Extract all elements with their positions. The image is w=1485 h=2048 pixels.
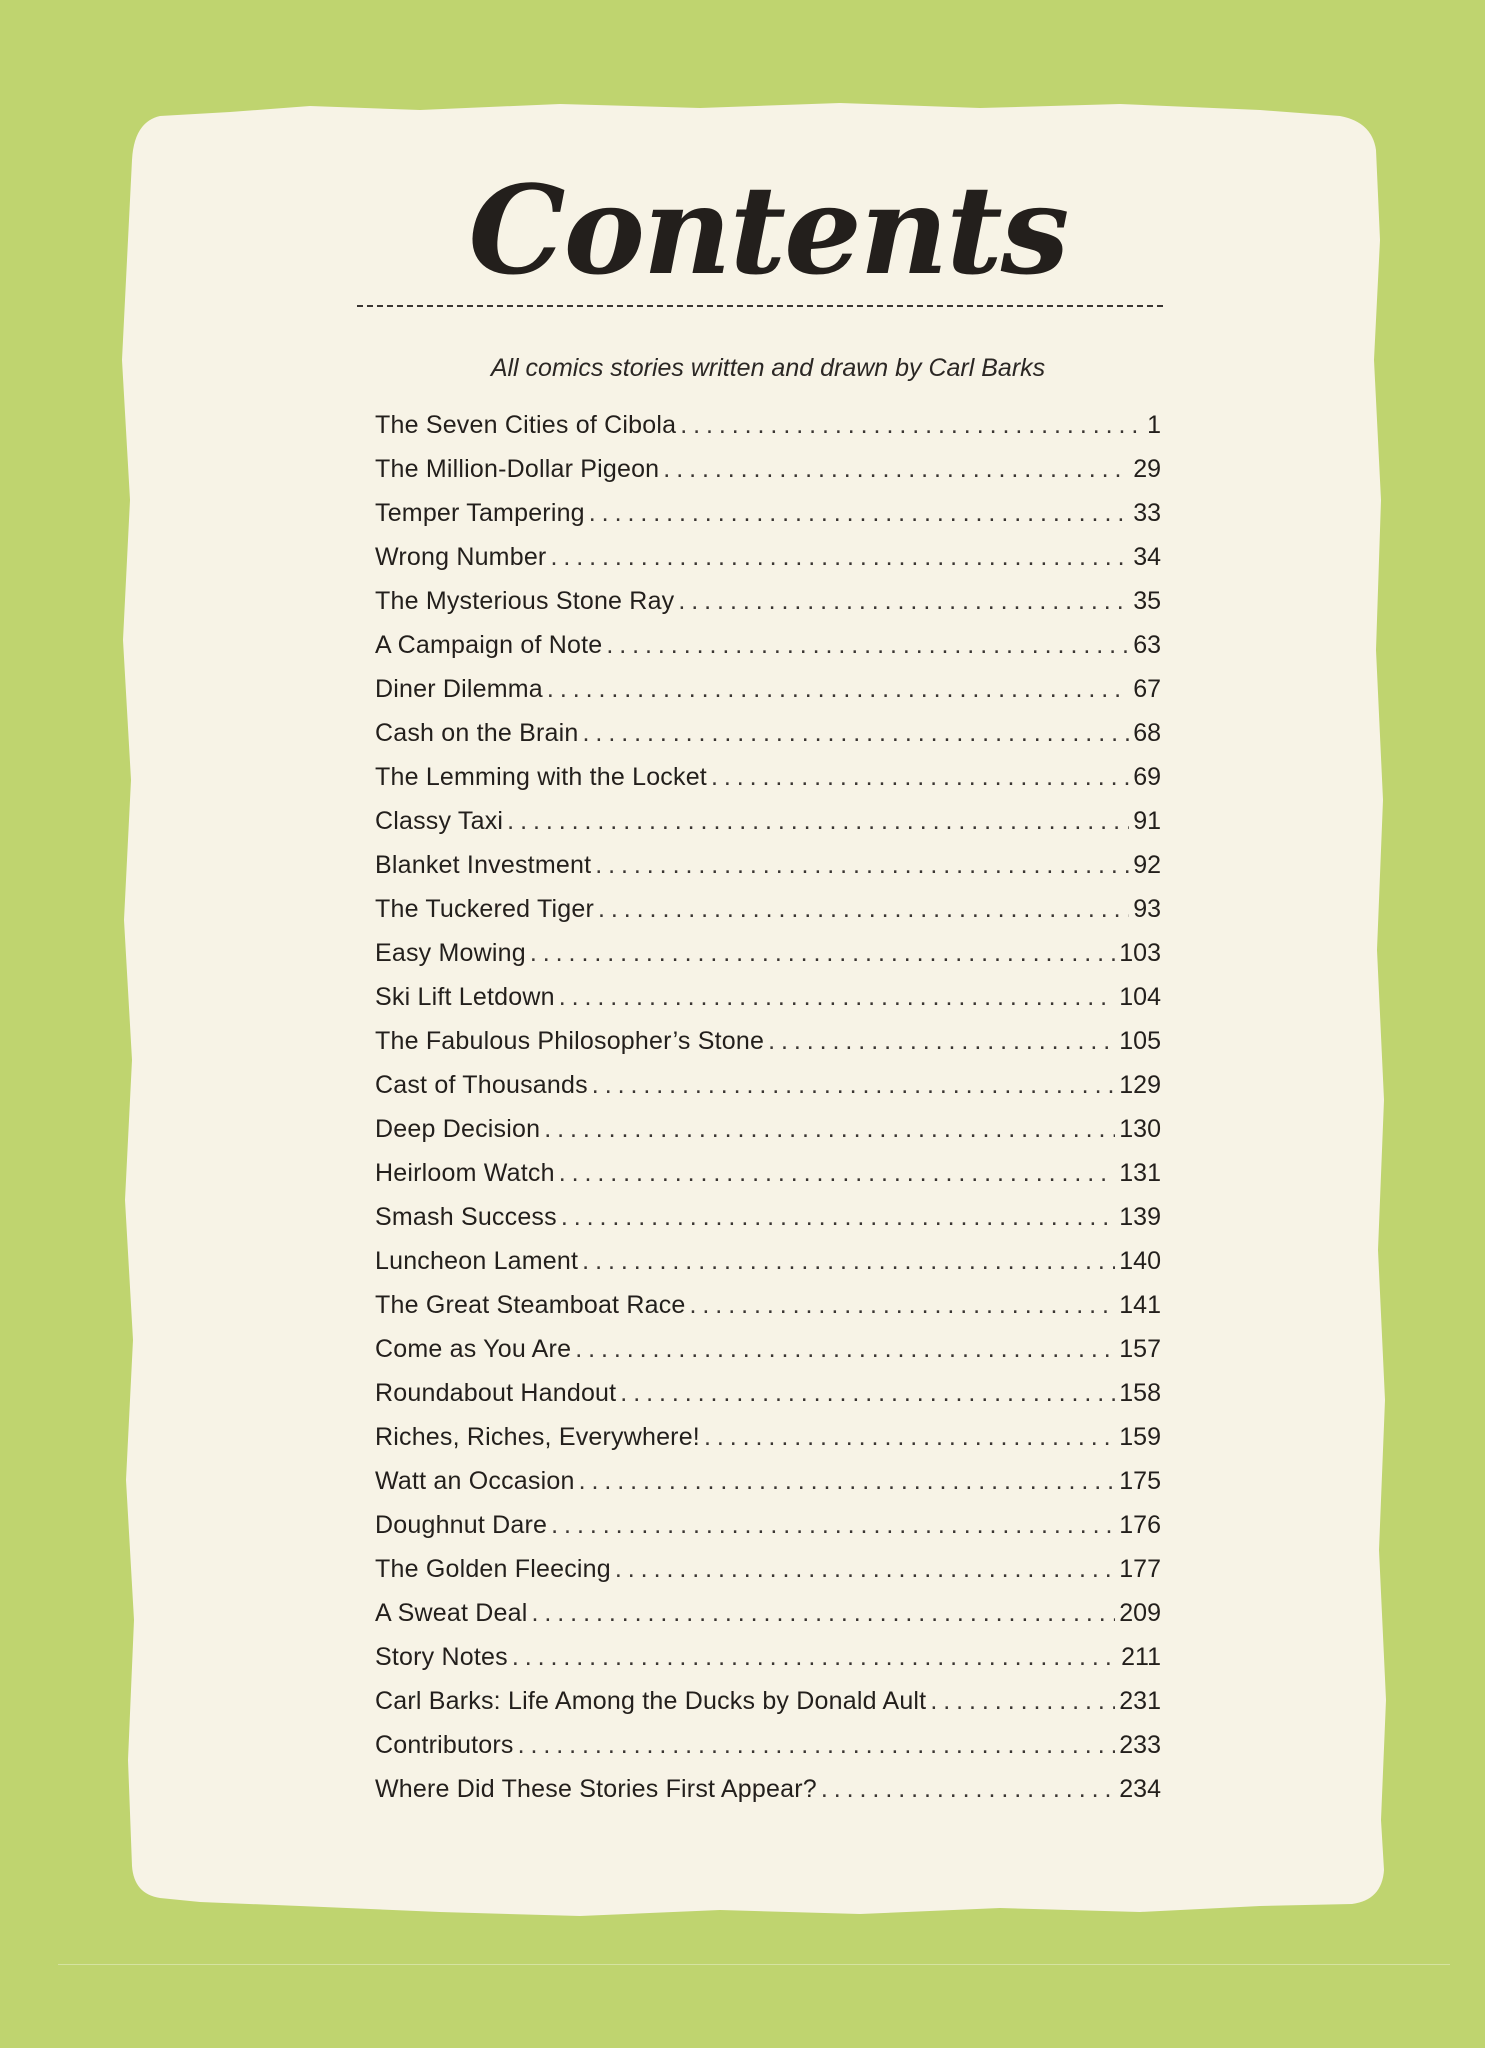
toc-entry[interactable] bbox=[375, 1503, 1161, 1547]
dot-leader bbox=[579, 1459, 1116, 1503]
toc-entry[interactable] bbox=[375, 799, 1161, 843]
toc-entry-page-number: 68 bbox=[1133, 719, 1161, 747]
dot-leader bbox=[518, 1723, 1116, 1767]
page-title: Contents bbox=[468, 158, 1068, 302]
toc-entry[interactable] bbox=[375, 1591, 1161, 1635]
toc-entry-page-number: 69 bbox=[1133, 763, 1161, 791]
dot-leader bbox=[561, 1195, 1115, 1239]
toc-entry-title: The Fabulous Philosopher’s Stone bbox=[375, 1027, 765, 1055]
toc-entry[interactable] bbox=[375, 711, 1161, 755]
toc-entry-title: A Campaign of Note bbox=[375, 631, 603, 659]
dot-leader bbox=[768, 1019, 1115, 1063]
toc-entry-page-number: 140 bbox=[1119, 1247, 1161, 1275]
dot-leader bbox=[620, 1371, 1115, 1415]
toc-entry-title: The Tuckered Tiger bbox=[375, 895, 594, 923]
dot-leader bbox=[930, 1679, 1115, 1723]
toc-entry-title: Carl Barks: Life Among the Ducks by Donald Ault bbox=[375, 1687, 927, 1715]
toc-list bbox=[375, 403, 1161, 1811]
subtitle: All comics stories written and drawn by Carl Barks bbox=[490, 354, 1046, 382]
toc-entry[interactable] bbox=[375, 1767, 1161, 1811]
toc-entry[interactable] bbox=[375, 491, 1161, 535]
toc-entry-page-number: 233 bbox=[1119, 1731, 1161, 1759]
toc-entry-title: The Great Steamboat Race bbox=[375, 1291, 686, 1319]
toc-entry[interactable] bbox=[375, 1239, 1161, 1283]
toc-entry[interactable] bbox=[375, 1107, 1161, 1151]
toc-entry-title: Easy Mowing bbox=[375, 939, 526, 967]
dot-leader bbox=[663, 447, 1129, 491]
toc-entry[interactable] bbox=[375, 1547, 1161, 1591]
toc-entry-page-number: 104 bbox=[1119, 983, 1161, 1011]
toc-entry-title: Where Did These Stories First Appear? bbox=[375, 1775, 817, 1803]
dot-leader bbox=[678, 579, 1129, 623]
toc-entry-page-number: 131 bbox=[1119, 1159, 1161, 1187]
dot-leader bbox=[592, 1063, 1115, 1107]
toc-entry-page-number: 175 bbox=[1119, 1467, 1161, 1495]
toc-entry-page-number: 211 bbox=[1121, 1643, 1161, 1671]
toc-entry-page-number: 141 bbox=[1119, 1291, 1161, 1319]
toc-entry[interactable] bbox=[375, 535, 1161, 579]
dot-leader bbox=[821, 1767, 1115, 1811]
toc-entry-page-number: 63 bbox=[1133, 631, 1161, 659]
toc-entry[interactable] bbox=[375, 1723, 1161, 1767]
dot-leader bbox=[704, 1415, 1115, 1459]
dot-leader bbox=[606, 623, 1129, 667]
toc-entry[interactable] bbox=[375, 755, 1161, 799]
toc-entry-title: Riches, Riches, Everywhere! bbox=[375, 1423, 700, 1451]
dashed-divider bbox=[357, 305, 1163, 307]
toc-entry[interactable] bbox=[375, 579, 1161, 623]
toc-entry-page-number: 91 bbox=[1133, 807, 1161, 835]
toc-entry-title: Deep Decision bbox=[375, 1115, 541, 1143]
dot-leader bbox=[582, 1239, 1115, 1283]
toc-entry-title: Blanket Investment bbox=[375, 851, 592, 879]
dot-leader bbox=[559, 975, 1116, 1019]
toc-entry-page-number: 105 bbox=[1119, 1027, 1161, 1055]
toc-entry[interactable] bbox=[375, 1151, 1161, 1195]
toc-entry[interactable] bbox=[375, 843, 1161, 887]
dot-leader bbox=[680, 403, 1143, 447]
dot-leader bbox=[575, 1327, 1115, 1371]
dot-leader bbox=[507, 799, 1129, 843]
toc-entry-title: A Sweat Deal bbox=[375, 1599, 528, 1627]
toc-entry[interactable] bbox=[375, 1635, 1161, 1679]
toc-entry-title: Luncheon Lament bbox=[375, 1247, 579, 1275]
toc-entry-title: Story Notes bbox=[375, 1643, 508, 1671]
dot-leader bbox=[598, 887, 1129, 931]
toc-entry-title: Cast of Thousands bbox=[375, 1071, 588, 1099]
toc-entry-page-number: 159 bbox=[1119, 1423, 1161, 1451]
toc-entry-title: Diner Dilemma bbox=[375, 675, 543, 703]
toc-entry-title: The Seven Cities of Cibola bbox=[375, 411, 677, 439]
toc-entry-page-number: 33 bbox=[1133, 499, 1161, 527]
toc-entry-page-number: 176 bbox=[1119, 1511, 1161, 1539]
dot-leader bbox=[559, 1151, 1116, 1195]
toc-entry-title: Contributors bbox=[375, 1731, 514, 1759]
toc-entry-page-number: 67 bbox=[1133, 675, 1161, 703]
toc-entry[interactable] bbox=[375, 1371, 1161, 1415]
toc-entry-page-number: 234 bbox=[1119, 1775, 1161, 1803]
toc-entry-page-number: 130 bbox=[1119, 1115, 1161, 1143]
toc-entry[interactable] bbox=[375, 1195, 1161, 1239]
dot-leader bbox=[595, 843, 1129, 887]
toc-entry-title: Heirloom Watch bbox=[375, 1159, 555, 1187]
toc-entry-title: The Golden Fleecing bbox=[375, 1555, 611, 1583]
toc-entry-title: Doughnut Dare bbox=[375, 1511, 548, 1539]
toc-entry-page-number: 209 bbox=[1119, 1599, 1161, 1627]
dot-leader bbox=[547, 667, 1129, 711]
footer-rule bbox=[58, 1964, 1450, 1965]
toc-entry[interactable] bbox=[375, 975, 1161, 1019]
toc-entry-page-number: 92 bbox=[1133, 851, 1161, 879]
toc-entry[interactable] bbox=[375, 1327, 1161, 1371]
toc-entry-page-number: 93 bbox=[1133, 895, 1161, 923]
toc-entry-title: The Lemming with the Locket bbox=[375, 763, 707, 791]
toc-entry-page-number: 177 bbox=[1119, 1555, 1161, 1583]
dot-leader bbox=[589, 491, 1129, 535]
toc-entry-title: The Million-Dollar Pigeon bbox=[375, 455, 660, 483]
dot-leader bbox=[550, 535, 1129, 579]
toc-entry-page-number: 158 bbox=[1119, 1379, 1161, 1407]
toc-entry-title: Temper Tampering bbox=[375, 499, 585, 527]
toc-entry[interactable] bbox=[375, 667, 1161, 711]
toc-entry-page-number: 29 bbox=[1133, 455, 1161, 483]
dot-leader bbox=[544, 1107, 1115, 1151]
toc-entry-page-number: 1 bbox=[1147, 411, 1161, 439]
toc-entry-page-number: 139 bbox=[1119, 1203, 1161, 1231]
toc-entry[interactable] bbox=[375, 931, 1161, 975]
toc-entry[interactable] bbox=[375, 1415, 1161, 1459]
toc-entry[interactable] bbox=[375, 887, 1161, 931]
toc-entry-title: Smash Success bbox=[375, 1203, 557, 1231]
toc-entry[interactable] bbox=[375, 403, 1161, 447]
dot-leader bbox=[583, 711, 1130, 755]
toc-entry[interactable] bbox=[375, 623, 1161, 667]
toc-entry-title: Wrong Number bbox=[375, 543, 547, 571]
dot-leader bbox=[532, 1591, 1116, 1635]
toc-entry-page-number: 157 bbox=[1119, 1335, 1161, 1363]
toc-entry-page-number: 129 bbox=[1119, 1071, 1161, 1099]
toc-entry[interactable] bbox=[375, 1679, 1161, 1723]
toc-entry-page-number: 231 bbox=[1119, 1687, 1161, 1715]
dot-leader bbox=[711, 755, 1129, 799]
toc-entry-title: Cash on the Brain bbox=[375, 719, 579, 747]
toc-entry-page-number: 103 bbox=[1119, 939, 1161, 967]
dot-leader bbox=[551, 1503, 1115, 1547]
toc-entry[interactable] bbox=[375, 1459, 1161, 1503]
toc-entry-page-number: 34 bbox=[1133, 543, 1161, 571]
dot-leader bbox=[690, 1283, 1116, 1327]
toc-entry[interactable] bbox=[375, 1019, 1161, 1063]
toc-entry[interactable] bbox=[375, 1283, 1161, 1327]
toc-entry[interactable] bbox=[375, 1063, 1161, 1107]
toc-entry-title: Watt an Occasion bbox=[375, 1467, 575, 1495]
toc-entry-title: Come as You Are bbox=[375, 1335, 572, 1363]
dot-leader bbox=[615, 1547, 1115, 1591]
toc-entry-title: The Mysterious Stone Ray bbox=[375, 587, 675, 615]
dot-leader bbox=[512, 1635, 1117, 1679]
dot-leader bbox=[530, 931, 1115, 975]
toc-entry-title: Roundabout Handout bbox=[375, 1379, 617, 1407]
toc-entry-title: Ski Lift Letdown bbox=[375, 983, 555, 1011]
toc-entry-page-number: 35 bbox=[1133, 587, 1161, 615]
toc-entry[interactable] bbox=[375, 447, 1161, 491]
toc-entry-title: Classy Taxi bbox=[375, 807, 504, 835]
